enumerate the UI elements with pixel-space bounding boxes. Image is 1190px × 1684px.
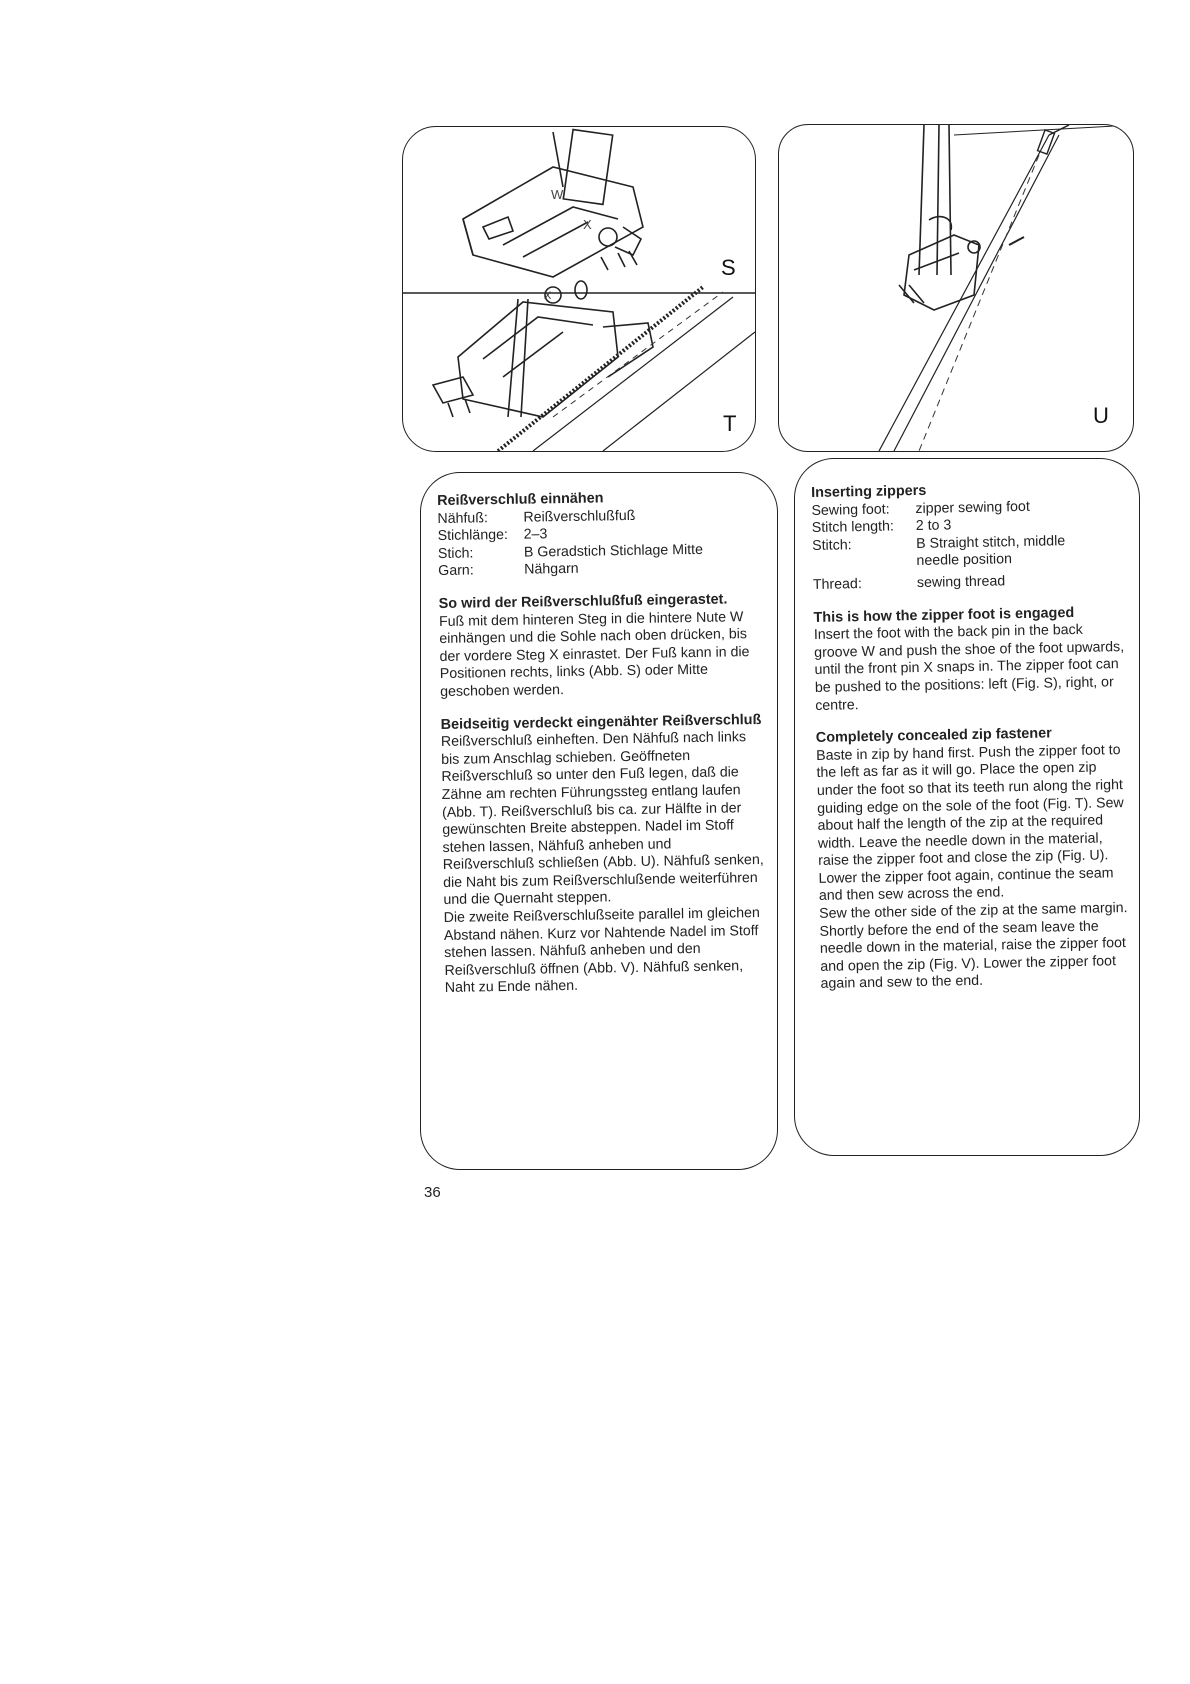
german-section2-heading: Beidseitig verdeckt eingenähter Reißverschluß (440, 711, 762, 733)
zipper-foot-illustration-s-t (403, 127, 755, 451)
spec-key: Stitch length: (811, 518, 894, 537)
figure-label-t: T (723, 411, 737, 436)
german-section-concealed (441, 711, 769, 998)
spec-key: Nähfuß: (437, 509, 488, 527)
english-section2-text2: Sew the other side of the zip at the same margin. Shortly before the end of the seam leave the needle down in the material, raise the zipper foot and open the zip (Fig. V). Lower the zipper foot again and sew to the end. (819, 900, 1128, 993)
svg-text:X: X (544, 290, 552, 302)
german-spec-list (437, 506, 762, 581)
spec-key: Stichlänge: (437, 527, 508, 545)
english-section2-text1: Baste in zip by hand first. Push the zipper foot to the left as far as it will go. Place the open zip under the foot so that its teeth run along the right guiding edge on the sole of the foot (Fig. T). Sew about half the length of the zip at the required width. Leave the needle down in the material, raise the zipper foot and close the zip (Fig. U). Lower the zipper foot again, continue the seam and then sew across the end. (816, 741, 1124, 905)
svg-text:X: X (583, 217, 592, 232)
svg-text:W: W (551, 187, 564, 202)
english-spec-row (812, 532, 1125, 573)
english-instructions-box (794, 458, 1140, 1156)
page-number: 36 (424, 1184, 441, 1201)
english-section2-heading: Completely concealed zip fastener (815, 725, 1052, 747)
german-section2-text1: Reißverschluß einheften. Den Nähfuß nach links bis zum Anschlag schieben. Geöffneten Reißverschluß so unter den Fuß legen, daß die Zähne am rechten Führungssteg entlang laufen (Abb. T). Reißverschluß bis ca. zur Hälfte in der gewünschten Breite absteppen. Nadel im Stoff stehen lassen, Nähfuß anheben und Reißverschluß schließen (Abb. U). Nähfuß senken, die Naht bis zum Reißverschlußende weiterführen und die Quernaht steppen. (440, 729, 764, 909)
spec-key: Sewing foot: (811, 501, 890, 519)
spec-value: B Straight stitch, middle needle position (915, 532, 1066, 570)
spec-value: 2–3 (523, 526, 548, 543)
german-title: Reißverschluß einnähen (437, 490, 604, 509)
zipper-foot-illustration-u (779, 125, 1133, 451)
english-spec-row (813, 571, 1125, 595)
spec-key: Thread: (812, 576, 862, 593)
english-section1-text: Insert the foot with the back pin in the back groove W and push the shoe of the foot upwards, until the front pin X snaps in. The zipper foot can be pushed to the positions: left (Fig. S), right, or centre. (813, 621, 1125, 714)
german-section-engage (439, 591, 765, 702)
spec-key: Garn: (438, 562, 474, 580)
german-section2-text2: Die zweite Reißverschlußseite parallel im gleichen Abstand nähen. Kurz vor Nahtende Nadel im Stoff stehen lassen. Nähfuß anheben und den Reißverschluß öffnen (Abb. V). Nähfuß senken, Naht zu Ende nähen. (443, 905, 760, 997)
spec-key: Stitch: (812, 537, 852, 554)
spec-value: Nähgarn (524, 561, 579, 579)
english-spec-list (811, 497, 1125, 595)
figure-label-u: U (1093, 403, 1109, 428)
german-section1-text: Fuß mit dem hinteren Steg in die hintere Nute W einhängen und die Sohle nach oben drücken, bis der vordere Steg X einrastet. Der Fuß kann in die Positionen rechts, links (Abb. S) oder Mitte geschoben werden. (438, 608, 750, 700)
german-spec-row (438, 558, 762, 581)
english-instructions (811, 479, 1133, 994)
figure-label-s: S (721, 255, 736, 280)
english-section1-heading: This is how the zipper foot is engaged (813, 604, 1075, 626)
german-section1-heading: So wird der Reißverschlußfuß eingerastet. (438, 591, 728, 612)
spec-value: sewing thread (916, 573, 1006, 591)
spec-value: zipper sewing foot (915, 498, 1030, 517)
figure-panel-s-t (402, 126, 756, 452)
german-instructions-box (420, 472, 778, 1170)
spec-value: 2 to 3 (915, 517, 952, 535)
english-title: Inserting zippers (811, 482, 927, 501)
spec-key: Stich: (437, 545, 474, 562)
english-section-engage (813, 604, 1127, 716)
figure-panel-u (778, 124, 1134, 452)
spec-value: Reißverschlußfuß (523, 507, 636, 526)
spec-value: B Geradstich Stichlage Mitte (523, 541, 704, 561)
english-section-concealed (816, 724, 1133, 994)
german-instructions (437, 488, 769, 998)
